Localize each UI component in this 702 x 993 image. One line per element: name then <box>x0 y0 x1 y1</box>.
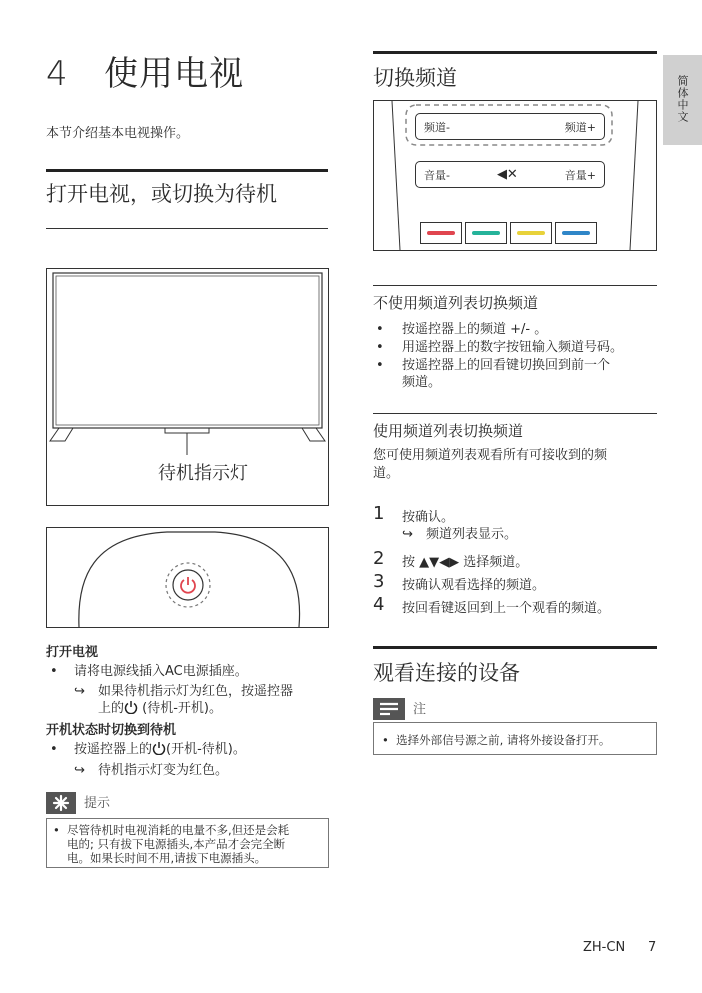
step-number: 2 <box>373 548 385 569</box>
power-on-sub-line2 <box>98 700 222 717</box>
note-text: 选择外部信号源之前, 请将外接设备打开。 <box>396 733 611 747</box>
lines-icon <box>373 698 405 720</box>
asterisk-icon <box>46 792 76 814</box>
with-list-intro-1: 您可使用频道列表观看所有可接收到的频 <box>373 448 608 463</box>
power-on-sub-line1: 如果待机指示灯为红色，按遥控器 <box>98 684 294 699</box>
power-icon <box>124 700 138 714</box>
language-side-tab <box>663 55 702 145</box>
channel-down-button[interactable]: 频道- <box>424 120 450 134</box>
step-number: 3 <box>373 571 385 592</box>
channel-up-button[interactable]: 频道+ <box>564 120 596 134</box>
result-arrow-icon: ↪ <box>74 763 85 778</box>
bullet-dot: • <box>50 664 58 679</box>
volume-up-button[interactable]: 音量+ <box>564 168 596 182</box>
blue-bar <box>562 231 590 235</box>
step-text: 按 ▲▼◀▶ 选择频道。 <box>402 555 529 570</box>
step-text: 按确认观看选择的频道。 <box>402 578 546 593</box>
no-list-bullet-2: 用遥控器上的数字按钮输入频道号码。 <box>402 340 624 355</box>
power-on-sub-line2b: (待机-开机)。 <box>138 701 222 716</box>
note-box <box>373 722 657 755</box>
tip-title: 提示 <box>84 796 111 811</box>
footer-language: ZH-CN <box>583 940 626 955</box>
power-button-illustration <box>46 527 329 628</box>
step-number: 4 <box>373 594 385 615</box>
volume-down-button[interactable]: 音量- <box>424 168 450 182</box>
no-list-bullet-3: 按遥控器上的回看键切换回到前一个 <box>402 358 611 373</box>
standby-bullet-b: (开机-待机)。 <box>166 742 246 757</box>
bullet-dot: • <box>50 742 58 757</box>
power-on-bullet: 请将电源线插入AC电源插座。 <box>74 664 248 679</box>
bullet-dot: • <box>53 823 60 837</box>
no-list-bullet-1: 按遥控器上的频道 +/- 。 <box>402 322 548 337</box>
section-heading-power: 打开电视，或切换为待机 <box>46 169 328 208</box>
bullet-dot: • <box>382 733 397 747</box>
tv-illustration <box>46 268 329 506</box>
standby-indicator-label: 待机指示灯 <box>158 463 248 484</box>
chapter-name: 使用电视 <box>104 54 245 94</box>
yellow-bar <box>517 231 545 235</box>
red-button[interactable] <box>420 222 462 244</box>
tip-text-line3: 电。如果长时间不用,请拔下电源插头。 <box>67 851 267 865</box>
subheading-with-list: 使用频道列表切换频道 <box>373 413 657 441</box>
tip-text-line1: 尽管待机时电视消耗的电量不多,但还是会耗 <box>67 823 290 837</box>
intro-text: 本节介绍基本电视操作。 <box>46 126 190 141</box>
red-bar <box>427 231 455 235</box>
volume-rocker[interactable] <box>415 161 605 188</box>
note-title: 注 <box>413 702 427 717</box>
power-on-sub-line2a: 上的 <box>98 701 125 716</box>
green-button[interactable] <box>465 222 507 244</box>
bullet-dot: • <box>376 358 384 373</box>
power-icon <box>178 575 198 595</box>
standby-sub: 待机指示灯变为红色。 <box>98 763 229 778</box>
side-tab-label: 简体中文 <box>676 75 689 123</box>
with-list-intro-2: 道。 <box>373 466 400 481</box>
page-number: 7 <box>648 940 657 955</box>
tip-icon <box>46 792 76 814</box>
subheading-without-list: 不使用频道列表切换频道 <box>373 285 657 313</box>
bullet-dot: • <box>376 340 384 355</box>
tip-text-line2: 电的; 只有拔下电源插头,本产品才会完全断 <box>67 837 286 851</box>
tip-box <box>46 818 329 868</box>
section-heading-channels: 切换频道 <box>373 51 657 92</box>
step-text: 按回看键返回到上一个观看的频道。 <box>402 601 611 616</box>
no-list-bullet-3-cont: 频道。 <box>402 375 442 390</box>
blue-button[interactable] <box>555 222 597 244</box>
chapter-title <box>46 46 244 95</box>
green-bar <box>472 231 500 235</box>
step-text: 按确认。 <box>402 510 455 525</box>
yellow-button[interactable] <box>510 222 552 244</box>
standby-bullet-a: 按遥控器上的 <box>74 742 153 757</box>
channel-rocker[interactable] <box>415 113 605 140</box>
section-heading-connected: 观看连接的设备 <box>373 646 657 687</box>
step-number: 1 <box>373 503 385 524</box>
note-icon <box>373 698 405 720</box>
standby-title: 开机状态时切换到待机 <box>46 723 177 738</box>
power-on-title: 打开电视 <box>46 645 99 660</box>
mute-icon[interactable]: ◀✕ <box>496 167 518 182</box>
step-result: 频道列表显示。 <box>426 527 518 542</box>
power-icon <box>152 741 166 755</box>
section-divider <box>46 228 328 229</box>
result-arrow-icon: ↪ <box>74 684 85 699</box>
standby-bullet <box>74 741 246 758</box>
bullet-dot: • <box>376 322 384 337</box>
result-arrow-icon: ↪ <box>402 527 413 542</box>
chapter-number: 4 <box>46 54 69 94</box>
